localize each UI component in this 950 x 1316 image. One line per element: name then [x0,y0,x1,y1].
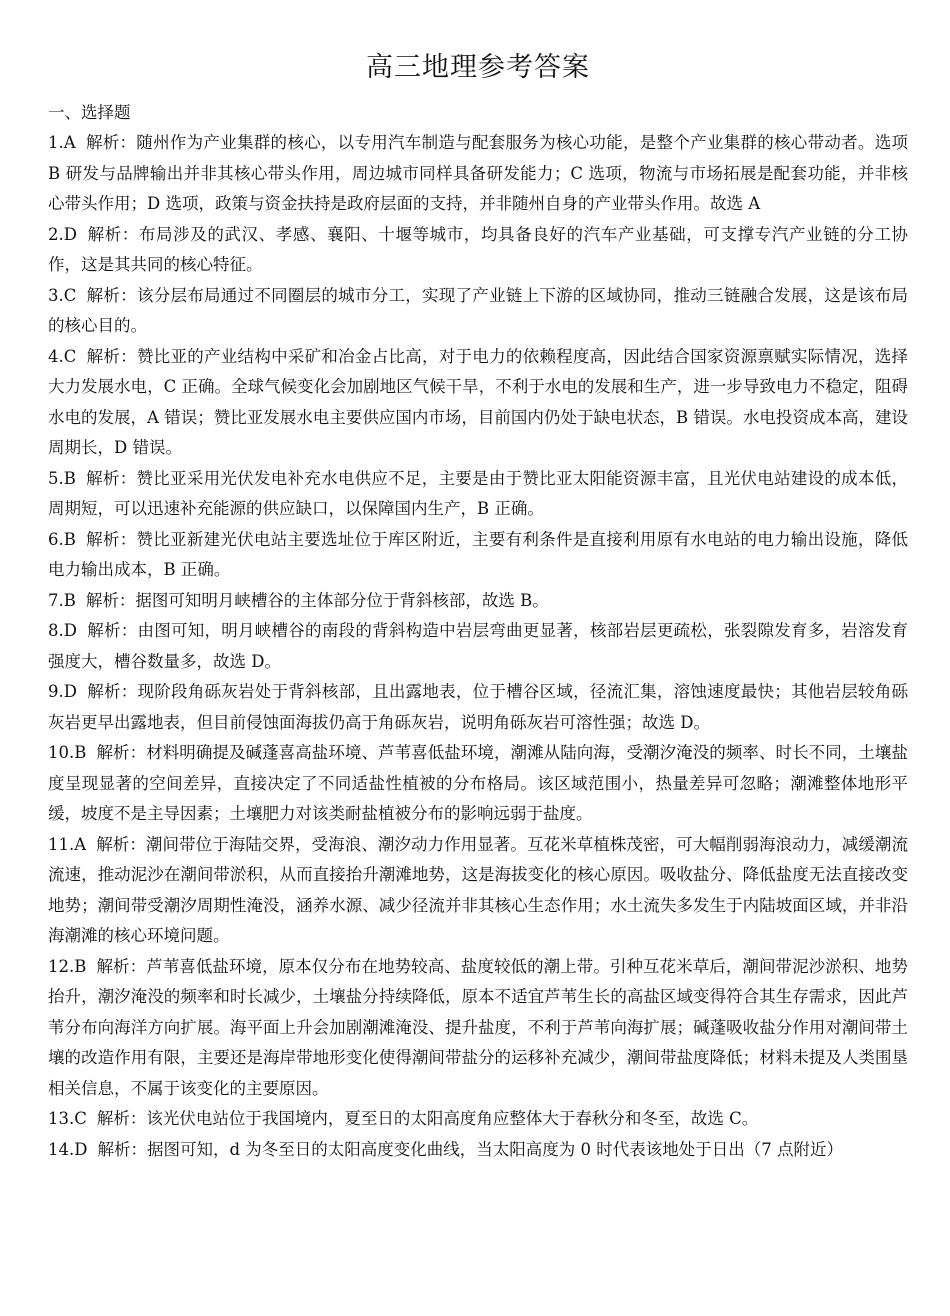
section-heading: 一、选择题 [48,103,131,122]
answer-number: 1.A [48,133,76,152]
answer-item-3 [48,281,908,342]
answer-item-14 [48,1135,908,1166]
page-title: 高三地理参考答案 [366,52,590,83]
answer-number: 9.D [48,682,77,701]
answer-item-12 [48,952,908,1105]
answer-item-5 [48,464,908,525]
answer-explanation: 解析：该光伏电站位于我国境内，夏至日的太阳高度角应整体大于春秋分和冬至，故选 C。 [96,1109,759,1128]
answer-item-13 [48,1104,908,1135]
answer-number: 14.D [48,1139,88,1159]
answer-explanation: 解析：材料明确提及碱蓬喜高盐环境、芦苇喜低盐环境，潮滩从陆向海，受潮汐淹没的频率、时长不同，土壤盐度呈现显著的空间差异，直接决定了不同适盐性植被的分布格局。该区域范围小，热量差异可忽略；潮滩整体地形平缓，坡度不是主导因素；土壤肥力对该类耐盐植被分布的影响远弱于盐度。 [48,743,908,823]
answer-explanation: 解析：芦苇喜低盐环境，原本仅分布在地势较高、盐度较低的潮上带。引种互花米草后，潮间带泥沙淤积、地势抬升，潮汐淹没的频率和时长减少，土壤盐分持续降低，原本不适宜芦苇生长的高盐区域变得符合其生存需求，因此芦苇分布向海洋方向扩展。海平面上升会加剧潮滩淹没、提升盐度，不利于芦苇向海扩展；碱蓬吸收盐分作用对潮间带土壤的改造作用有限，主要还是海岸带地形变化使得潮间带盐分的运移补充减少，潮间带盐度降低；材料未提及人类围垦相关信息，不属于该变化的主要原因。 [48,956,908,1098]
answer-number: 13.C [48,1109,87,1128]
answer-explanation: 解析：据图可知，d 为冬至日的太阳高度变化曲线，当太阳高度为 0 时代表该地处于日出（7 点附近） [97,1139,844,1159]
answer-number: 4.C [48,346,77,366]
answer-explanation: 解析：赞比亚采用光伏发电补充水电供应不足，主要是由于赞比亚太阳能资源丰富，且光伏电站建设的成本低，周期短，可以迅速补充能源的供应缺口，以保障国内生产，B 正确。 [48,468,908,518]
answer-item-7 [48,586,908,617]
answer-item-4 [48,342,908,464]
answer-number: 6.B [48,529,76,549]
answer-explanation: 解析：由图可知，明月峡槽谷的南段的背斜构造中岩层弯曲更显著，核部岩层更疏松，张裂隙发育多，岩溶发育强度大，槽谷数量多，故选 D。 [48,621,908,671]
answer-explanation: 解析：该分层布局通过不同圈层的城市分工，实现了产业链上下游的区域协同，推动三链融合发展，这是该布局的核心目的。 [48,285,908,335]
answer-item-10 [48,738,908,830]
answer-number: 10.B [48,743,87,762]
answer-item-6 [48,525,908,586]
answer-item-9 [48,677,908,738]
answer-explanation: 解析：布局涉及的武汉、孝感、襄阳、十堰等城市，均具备良好的汽车产业基础，可支撑专汽产业链的分工协作，这是其共同的核心特征。 [48,224,908,274]
answer-item-11 [48,830,908,952]
answer-explanation: 解析：随州作为产业集群的核心，以专用汽车制造与配套服务为核心功能，是整个产业集群的核心带动者。选项 B 研发与品牌输出并非其核心带头作用，周边城市同样具备研发能力；C 选项，物流与市场拓展是配套功能，并非核心带头作用；D 选项，政策与资金扶持是政府层面的支持，并非随州自身的产业带头作用。故选 A [48,133,908,213]
answer-number: 2.D [48,224,77,244]
answer-number: 3.C [48,285,77,305]
answer-explanation: 解析：赞比亚新建光伏电站主要选址位于库区附近，主要有利条件是直接利用原有水电站的电力输出设施，降低电力输出成本，B 正确。 [48,529,908,579]
answer-item-1 [48,128,908,220]
answer-number: 8.D [48,621,77,640]
answer-item-8 [48,616,908,677]
answer-explanation: 解析：赞比亚的产业结构中采矿和冶金占比高，对于电力的依赖程度高，因此结合国家资源禀赋实际情况，选择大力发展水电，C 正确。全球气候变化会加剧地区气候干旱，不利于水电的发展和生产，进一步导致电力不稳定，阻碍水电的发展，A 错误；赞比亚发展水电主要供应国内市场，目前国内仍处于缺电状态，B 错误。水电投资成本高，建设周期长，D 错误。 [48,346,908,457]
answer-item-2 [48,220,908,281]
answer-explanation: 解析：潮间带位于海陆交界，受海浪、潮汐动力作用显著。互花米草植株茂密，可大幅削弱海浪动力，减缓潮流流速，推动泥沙在潮间带淤积，从而直接抬升潮滩地势，这是海拔变化的核心原因。吸收盐分、降低盐度无法直接改变地势；潮间带受潮汐周期性淹没，涵养水源、减少径流并非其核心生态作用；水土流失多发生于内陆坡面区域，并非沿海潮滩的核心环境问题。 [48,834,908,945]
answer-number: 7.B [48,590,76,610]
answer-number: 5.B [48,468,76,488]
answer-number: 11.A [48,834,87,854]
answer-number: 12.B [48,956,87,976]
answer-explanation: 解析：据图可知明月峡槽谷的主体部分位于背斜核部，故选 B。 [85,590,549,610]
answer-explanation: 解析：现阶段角砾灰岩处于背斜核部，且出露地表，位于槽谷区域，径流汇集，溶蚀速度最快；其他岩层较角砾灰岩更早出露地表，但目前侵蚀面海拔仍高于角砾灰岩，说明角砾灰岩可溶性强；故选 D。 [48,682,908,732]
